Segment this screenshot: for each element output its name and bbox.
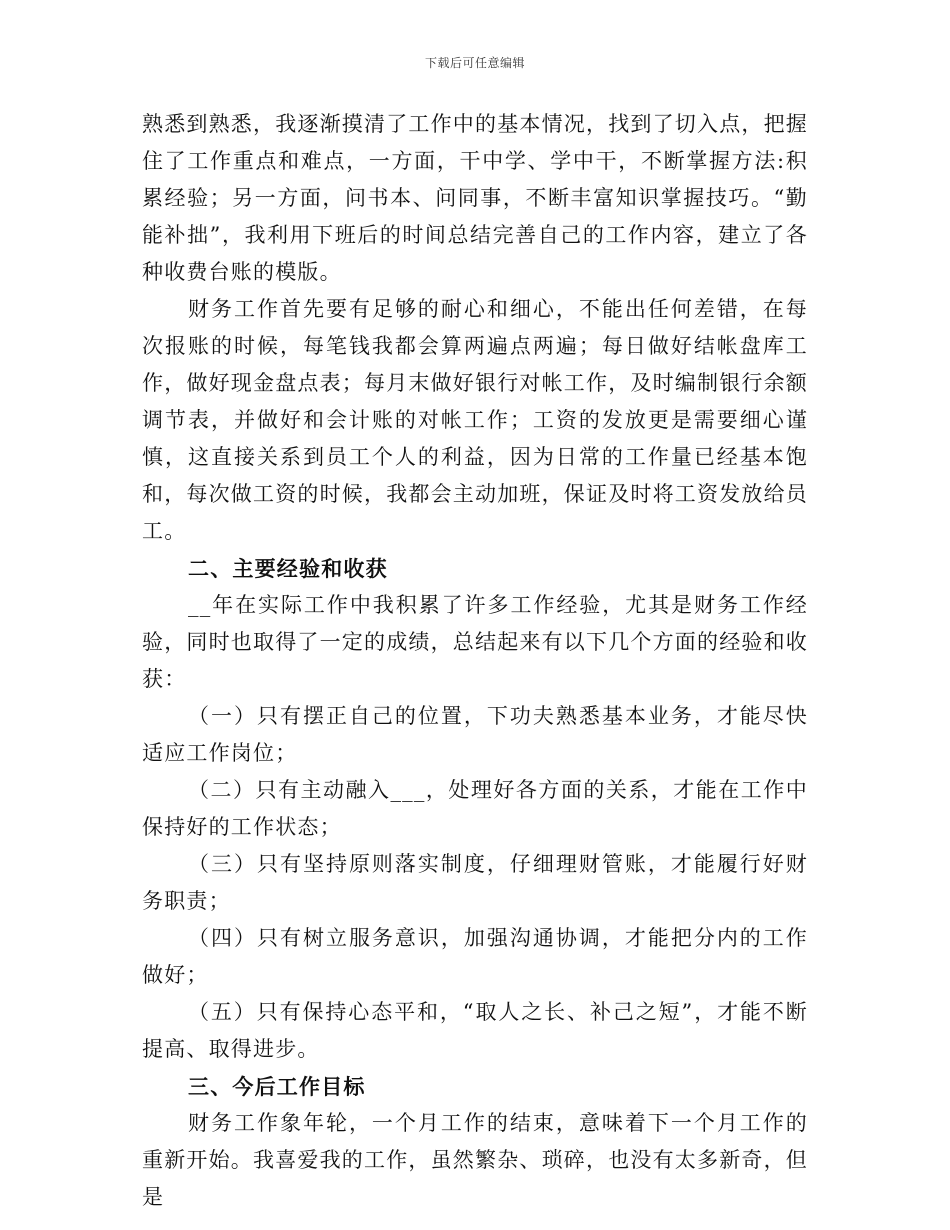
page-header-note: 下载后可任意编辑 xyxy=(424,56,525,70)
section-heading-goals: 三、今后工作目标 xyxy=(188,1074,366,1099)
list-item-2: （二）只有主动融入___，处理好各方面的关系，才能在工作中保持好的工作状态； xyxy=(142,778,808,839)
list-item-4: （四）只有树立服务意识，加强沟通协调，才能把分内的工作做好； xyxy=(142,926,808,987)
list-item-3: （三）只有坚持原则落实制度，仔细理财管账，才能履行好财务职责； xyxy=(142,852,808,913)
section-heading-experience: 二、主要经验和收获 xyxy=(188,556,388,581)
paragraph-goals: 财务工作象年轮，一个月工作的结束，意味着下一个月工作的重新开始。我喜爱我的工作，虽然繁杂、琐碎，也没有太多新奇，但是 xyxy=(142,1111,808,1209)
paragraph-experience-intro: __年在实际工作中我积累了许多工作经验，尤其是财务工作经验，同时也取得了一定的成绩，总结起来有以下几个方面的经验和收获： xyxy=(142,593,808,691)
list-item-1: （一）只有摆正自己的位置，下功夫熟悉基本业务，才能尽快适应工作岗位； xyxy=(142,704,808,765)
paragraph-finance-care: 财务工作首先要有足够的耐心和细心，不能出任何差错，在每次报账的时候，每笔钱我都会算两遍点两遍；每日做好结帐盘库工作，做好现金盘点表；每月末做好银行对帐工作，及时编制银行余额调节表，并做好和会计账的对帐工作；工资的发放更是需要细心谨慎，这直接关系到员工个人的利益，因为日常的工作量已经基本饱和，每次做工资的时候，我都会主动加班，保证及时将工资发放给员工。 xyxy=(142,297,808,543)
document-body xyxy=(142,106,808,1216)
list-item-5: （五）只有保持心态平和，“取人之长、补己之短”，才能不断提高、取得进步。 xyxy=(142,1000,808,1061)
paragraph-continuation: 熟悉到熟悉，我逐渐摸清了工作中的基本情况，找到了切入点，把握住了工作重点和难点，一方面，干中学、学中干，不断掌握方法:积累经验；另一方面，问书本、问同事，不断丰富知识掌握技巧。“勤能补拙”，我利用下班后的时间总结完善自己的工作内容，建立了各种收费台账的模版。 xyxy=(142,112,808,284)
